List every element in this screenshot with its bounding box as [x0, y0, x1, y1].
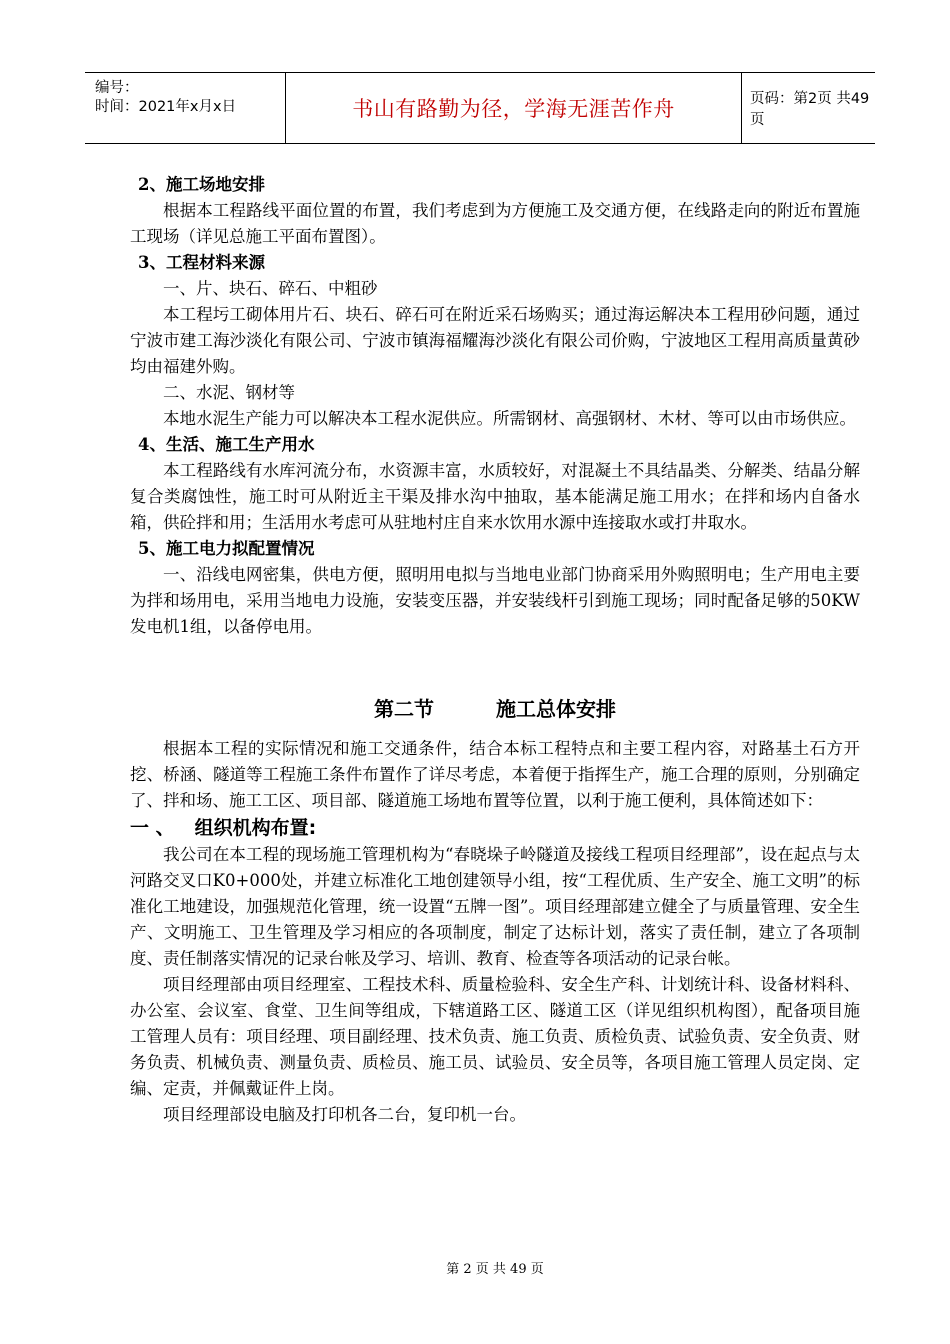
document-number: 编号： [95, 80, 139, 96]
heading-organization-number: 一 、 [130, 817, 175, 839]
paragraph-water-supply: 本工程路线有水库河流分布，水资源丰富，水质较好，对混凝土不具结晶类、分解类、结晶分解复合类腐蚀性，施工时可从附近主干渠及排水沟中抽取，基本能满足施工用水；在拌和场内自备水箱，供砼拌和用；生活用水考虑可从驻地村庄自来水饮用水源中连接取水或打井取水。 [130, 461, 860, 532]
paragraph-section-intro: 根据本工程的实际情况和施工交通条件，结合本标工程特点和主要工程内容，对路基土石方开挖、桥涵、隧道等工程施工条件布置作了详尽考虑，本着便于指挥生产，施工合理的原则，分别确定了、拌和场、施工工区、项目部、隧道施工场地布置等位置，以利于施工便利，具体简述如下： [130, 739, 860, 810]
document-time: 时间：2021年x月x日 [95, 99, 237, 115]
paragraph-cement-steel: 本地水泥生产能力可以解决本工程水泥供应。所需钢材、高强钢材、木材、等可以由市场供应。 [163, 409, 856, 428]
header-meta [95, 79, 275, 117]
paragraph-site-arrangement: 根据本工程路线平面位置的布置，我们考虑到为方便施工及交通方便，在线路走向的附近布置施工现场（详见总施工平面布置图）。 [130, 201, 860, 246]
paragraph-department-composition: 项目经理部由项目经理室、工程技术科、质量检验科、安全生产科、计划统计科、设备材料科、办公室、会议室、食堂、卫生间等组成，下辖道路工区、隧道工区（详见组织机构图），配备项目施工管理人员有：项目经理、项目副经理、技术负责、施工负责、质检负责、试验负责、安全负责、财务负责、机械负责、测量负责、质检员、施工员、试验员、安全员等，各项目施工管理人员定岗、定编、定责，并佩戴证件上岗。 [130, 975, 860, 1098]
heading-organization-text: 组织机构布置: [194, 817, 317, 839]
section-name: 施工总体安排 [496, 697, 616, 721]
paragraph-stone-sand: 本工程圬工砌体用片石、块石、碎石可在附近采石场购买；通过海运解决本工程用砂问题，通过宁波市建工海沙淡化有限公司、宁波市镇海福耀海沙淡化有限公司价购，宁波地区工程用高质量黄砂均由福建外购。 [130, 305, 860, 376]
section-title [130, 694, 860, 724]
document-body [130, 172, 860, 1128]
heading-water-supply: 4、生活、施工生产用水 [138, 435, 315, 454]
paragraph-power-supply: 一、沿线电网密集，供电方便，照明用电拟与当地电业部门协商采用外购照明电；生产用电主要为拌和场用电，采用当地电力设施，安装变压器，并安装线杆引到施工现场；同时配备足够的50KW发电机1组，以备停电用。 [130, 565, 860, 636]
header-page-number: 页码：第2页 共49页 [750, 91, 870, 128]
heading-organization [130, 814, 860, 842]
section-number: 第二节 [374, 697, 434, 721]
subheading-stone-sand: 一、片、块石、碎石、中粗砂 [163, 279, 378, 298]
subheading-cement-steel: 二、水泥、钢材等 [163, 383, 295, 402]
page-footer: 第 2 页 共 49 页 [446, 1262, 544, 1277]
heading-material-source: 3、工程材料来源 [138, 253, 265, 272]
paragraph-management-body: 我公司在本工程的现场施工管理机构为“春晓垛子岭隧道及接线工程项目经理部”，设在起点与太河路交叉口K0+000处，并建立标准化工地创建领导小组，按“工程优质、生产安全、施工文明”的标准化工地建设，加强规范化管理，统一设置“五牌一图”。项目经理部建立健全了与质量管理、安全生产、文明施工、卫生管理及学习相应的各项制度，制定了达标计划，落实了责任制，建立了各项制度、责任制落实情况的记录台帐及学习、培训、教育、检查等各项活动的记录台帐。 [130, 845, 860, 968]
heading-power-supply: 5、施工电力拟配置情况 [138, 539, 315, 558]
header-slogan-cell [285, 73, 742, 143]
heading-site-arrangement: 2、施工场地安排 [138, 175, 265, 194]
page-header [85, 72, 875, 144]
paragraph-office-equipment: 项目经理部设电脑及打印机各二台，复印机一台。 [163, 1105, 526, 1124]
header-slogan: 书山有路勤为径，学海无涯苦作舟 [352, 97, 675, 121]
